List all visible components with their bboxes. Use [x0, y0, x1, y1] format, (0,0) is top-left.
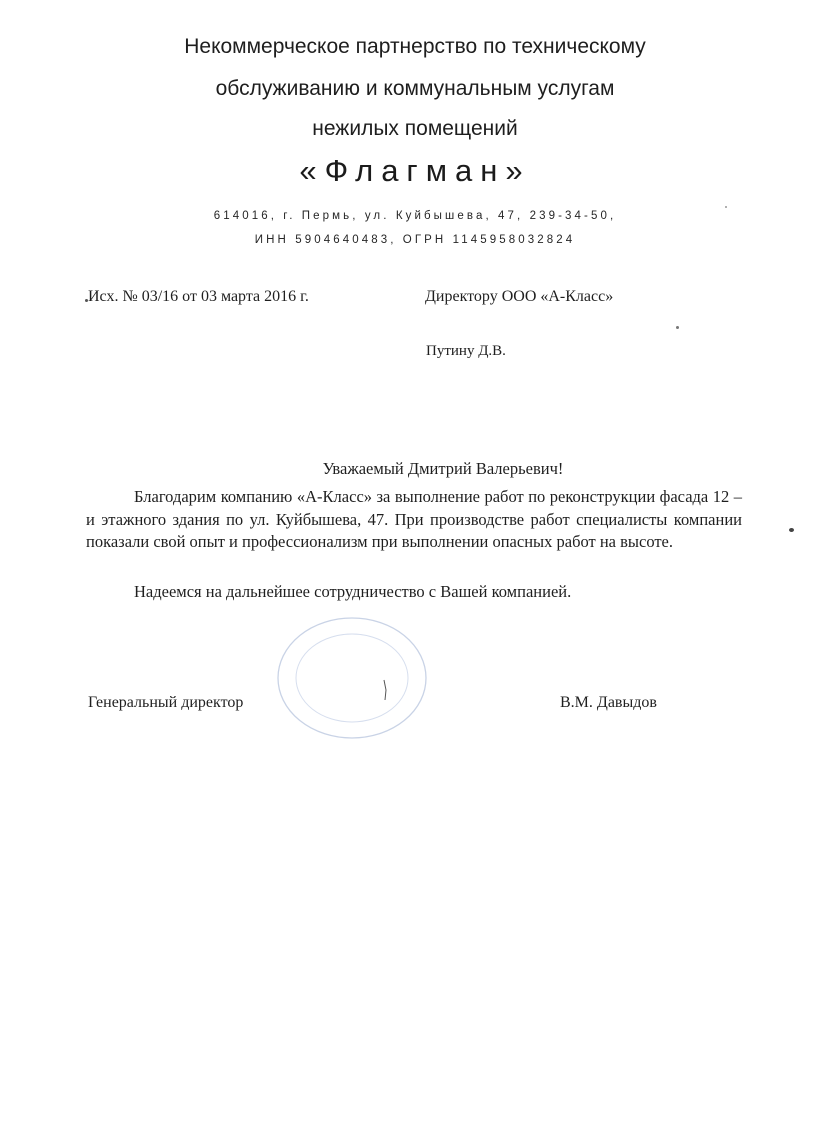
scan-speck	[85, 299, 88, 302]
address-line-2: ИНН 5904640483, ОГРН 1145958032824	[254, 234, 576, 246]
stamp-seal	[272, 612, 432, 744]
scan-speck	[789, 528, 794, 532]
brand-name: «Флагман»	[299, 153, 531, 188]
scan-speck	[676, 326, 679, 329]
org-name-line-1: Некоммерческое партнерство по техническому	[184, 35, 646, 58]
scan-speck	[725, 206, 727, 208]
body-paragraph-2: Надеемся на дальнейшее сотрудничество с Вашей компанией.	[134, 582, 572, 601]
address-line-1: 614016, г. Пермь, ул. Куйбышева, 47, 239-34-50,	[213, 210, 617, 222]
signatory-name: В.М. Давыдов	[560, 694, 657, 711]
outgoing-reference: Исх. № 03/16 от 03 марта 2016 г.	[88, 288, 309, 305]
greeting: Уважаемый Дмитрий Валерьевич!	[322, 459, 564, 478]
body-paragraph-1: Благодарим компанию «А-Класс» за выполнение работ по реконструкции фасада 12 –и этажного здания по ул. Куйбышева, 47. При производстве работ специалисты компании показали свой опыт и профессионализм при выполнении опасных работ на высоте.	[86, 487, 742, 551]
recipient-line-2: Путину Д.В.	[426, 343, 506, 359]
org-name-line-3: нежилых помещений	[312, 117, 518, 140]
recipient-line-1: Директору ООО «А-Класс»	[425, 288, 614, 305]
org-name-line-2: обслуживанию и коммунальным услугам	[215, 77, 615, 100]
signatory-position: Генеральный директор	[88, 694, 244, 711]
